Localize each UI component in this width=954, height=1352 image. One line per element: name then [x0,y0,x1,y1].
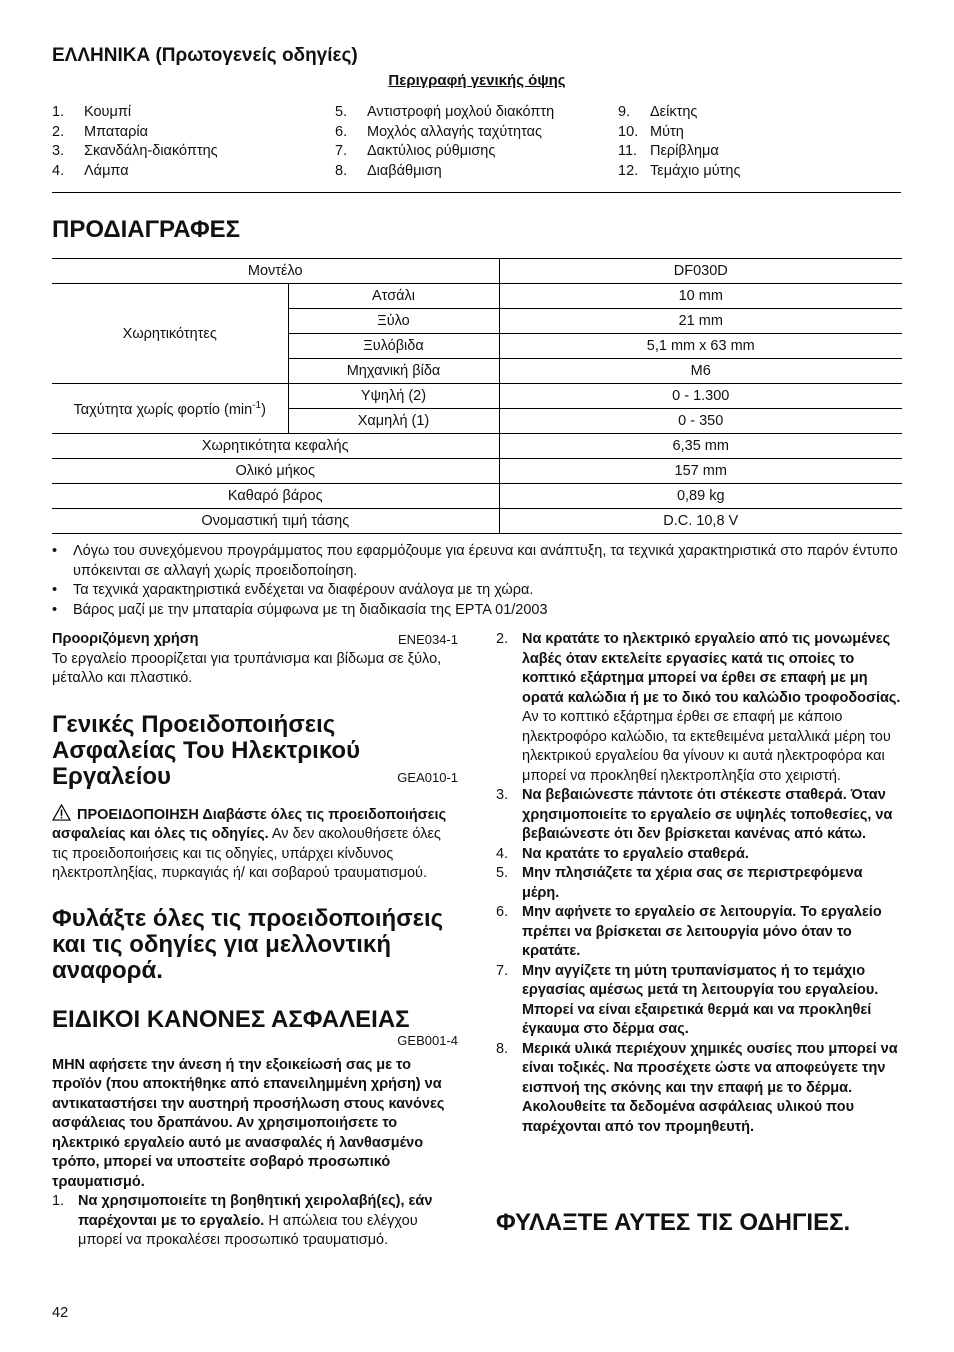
overview-item [335,103,554,123]
bullet-icon: • [52,601,58,618]
rule-item [496,864,902,903]
table-cell-value: 21 mm [499,309,902,334]
overview-item-number: 4. [52,162,65,179]
overview-item-label: Μύτη [650,123,684,140]
rule-number: 5. [496,865,509,881]
special-rules-intro: ΜΗΝ αφήσετε την άνεση ή την εξοικείωσή σας με το προϊόν (που αποκτήθηκε από επανειλημμένη χρήση) να αντικαταστήσει την αυστηρή προσήλωση στους κανόνες ασφάλειας του δραπάνου. Αν χρησιμοποιήσετε το ηλεκτρικό εργαλείο αυτό με ανασφαλές ή λανθασμένο τρόπο, μπορεί να υποστείτε σοβαρό προσωπικό τραυματισμό. [52,1056,445,1190]
overview-column-2 [335,103,554,181]
rule-number: 6. [496,904,509,920]
overview-item [618,142,740,162]
overview-item-number: 11. [618,143,638,159]
page-number: 42 [52,1305,69,1321]
overview-item [618,103,740,123]
specs-heading: ΠΡΟΔΙΑΓΡΑΦΕΣ [52,216,241,243]
warning-triangle-icon [52,804,71,821]
table-cell-value: 157 mm [499,459,902,484]
note-item [52,581,902,601]
section-code: ENE034-1 [398,632,458,647]
table-cell-label: Υψηλή (2) [288,384,499,409]
rule-text: Αν το κοπτικό εξάρτημα έρθει σε επαφή με κάποιο ηλεκτροφόρο καλώδιο, τα εκτεθειμένα μεταλλικά μέρη του ηλεκτρικού εργαλείου θα γίνουν κι αυτά ηλεκτροφόρα και μπορεί να προκληθεί ηλεκτροπληξία στο χειριστή. [522,709,891,784]
overview-item-label: Δείκτης [650,104,698,120]
rule-bold-text: Να βεβαιώνεστε πάντοτε ότι στέκεστε σταθερά. Όταν χρησιμοποιείτε το εργαλείο σε υψηλές τοποθεσίες, να βεβαιώνεστε ότι δεν βρίσκεται κανένας από κάτω. [522,787,893,842]
overview-item-number: 8. [335,162,348,179]
overview-item-number: 12. [618,162,639,179]
speed-label-superscript: -1 [252,399,262,411]
rule-item [496,1040,902,1138]
rule-number: 7. [496,962,509,979]
table-cell-value: 10 mm [499,284,902,309]
rule-bold-text: Μερικά υλικά περιέχουν χημικές ουσίες που μπορεί να είναι τοξικές. Να προσέχετε ώστε να αποφεύγετε την εισπνοή της σκόνης και την επαφή με το δέρμα. Ακολουθείτε τα δεδομένα ασφάλειας υλικού που παρέχονται από τον προμηθευτή. [522,1040,898,1135]
table-row [52,384,902,409]
table-cell-label: Μοντέλο [52,259,499,284]
overview-item [52,162,218,182]
rule-item [496,786,902,845]
note-item [52,601,902,621]
rule-number: 8. [496,1040,509,1057]
overview-item [618,162,740,182]
overview-item-label: Κουμπί [84,104,132,120]
table-cell-group-label [52,384,288,434]
overview-item-label: Τεμάχιο μύτης [650,162,741,179]
special-rules-heading: ΕΙΔΙΚΟΙ ΚΑΝΟΝΕΣ ΑΣΦΑΛΕΙΑΣ [52,1005,410,1033]
bullet-icon: • [52,543,58,559]
table-row [52,459,902,484]
rule-bold-text: Να κρατάτε το ηλεκτρικό εργαλείο από τις μονωμένες λαβές όταν εκτελείτε εργασίες κατά τις οποίες το κοπτικό εξάρτημα μπορεί να έρθει σε επαφή με μη ορατά καλώδια ή με το δικό του καλώδιο τροφοδοσίας. [522,631,901,706]
warning-paragraph [52,804,458,884]
table-cell-value: 0 - 1.300 [499,384,902,409]
overview-column-1 [52,103,218,181]
general-warnings-title [52,712,360,790]
overview-item-label: Διαβάθμιση [367,162,442,179]
overview-item-number: 1. [52,104,65,120]
speed-label: Ταχύτητα χωρίς φορτίο (min [73,401,253,418]
overview-item-label: Λάμπα [84,162,129,179]
rule-text: Η απώλεια του ελέγχου μπορεί να προκαλέσει προσωπικό τραυματισμό. [78,1212,418,1248]
overview-item [52,123,218,143]
language-heading: ΕΛΛΗΝΙΚΑ (Πρωτογενείς οδηγίες) [52,45,358,66]
intended-use-text: Το εργαλείο προορίζεται για τρυπάνισμα και βίδωμα σε ξύλο, μέταλλο και πλαστικό. [52,650,442,686]
right-column [496,630,902,1137]
overview-item-number: 3. [52,143,65,159]
table-cell-value: 6,35 mm [499,434,902,459]
table-cell-label: Χαμηλή (1) [288,409,499,434]
overview-item [618,123,740,143]
overview-item-label: Μπαταρία [84,123,149,140]
overview-item-number: 7. [335,143,348,159]
table-cell-value: 0,89 kg [499,484,902,509]
rule-item [52,1192,458,1251]
rule-bold-text: Μην αγγίζετε τη μύτη τρυπανίσματος ή το τεμάχιο εργασίας αμέσως μετά τη λειτουργία του εργαλείου. Μπορεί να είναι εξαιρετικά θερμά και να προκληθεί έγκαυμα στο δέρμα σας. [522,962,879,1037]
overview-item-number: 9. [618,104,631,120]
section-code: GEB001-4 [397,1032,458,1048]
title-line: Ασφαλείας Του Ηλεκτρικού [52,736,361,764]
table-cell-label: Χωρητικότητα κεφαλής [52,434,499,459]
table-row [52,484,902,509]
note-text: Λόγω του συνεχόμενου προγράμματος που εφαρμόζουμε για έρευνα και ανάπτυξη, τα τεχνικά χαρακτηριστικά στο παρόν έντυπο υπόκεινται σε αλλαγή χωρίς προειδοποίηση. [73,543,898,579]
overview-item-label: Αντιστροφή μοχλού διακόπτη [367,104,555,120]
overview-item-number: 2. [52,123,65,140]
table-cell-label: Ξυλόβιδα [288,334,499,359]
table-row [52,509,902,534]
table-cell-label: Μηχανική βίδα [288,359,499,384]
overview-column-3 [618,103,740,181]
overview-item-number: 10. [618,123,639,140]
table-cell-group-label: Χωρητικότητες [52,284,288,384]
table-row [52,434,902,459]
title-line: Γενικές Προειδοποιήσεις [52,710,336,738]
overview-title: Περιγραφή γενικής όψης [388,72,566,89]
table-cell-label: Ατσάλι [288,284,499,309]
rule-bold-text: Να κρατάτε το εργαλείο σταθερά. [522,845,749,862]
rule-item [496,903,902,962]
overview-item-number: 6. [335,123,348,140]
intended-use-title: Προοριζόμενη χρήση [52,631,199,647]
rule-number: 4. [496,845,509,862]
overview-item-label: Σκανδάλη-διακόπτης [84,143,218,159]
section-code: GEA010-1 [397,770,458,785]
table-cell-value: D.C. 10,8 V [499,509,902,534]
rule-number: 1. [52,1193,65,1209]
table-row [52,259,902,284]
rule-item [496,845,902,865]
table-cell-label: Ξύλο [288,309,499,334]
warning-text: Αν δεν ακολουθήσετε όλες τις προειδοποιήσεις και τις οδηγίες, υπάρχει κίνδυνος ηλεκτροπληξίας, πυρκαγιάς ή/ και σοβαρού τραυματισμού. [52,826,441,881]
note-text: Τα τεχνικά χαρακτηριστικά ενδέχεται να διαφέρουν ανάλογα με τη χώρα. [73,582,534,598]
rule-bold-text: Να χρησιμοποιείτε τη βοηθητική χειρολαβή(ες), εάν παρέχονται με το εργαλείο. [78,1193,433,1229]
spec-notes [52,542,902,620]
table-cell-value: 5,1 mm x 63 mm [499,334,902,359]
table-cell-value: 0 - 350 [499,409,902,434]
keep-instructions-heading: Φυλάξτε όλες τις προειδοποιήσεις και τις οδηγίες για μελλοντική αναφορά. [52,904,444,984]
bullet-icon: • [52,582,58,598]
table-cell-value: DF030D [499,259,902,284]
speed-label-end: ) [261,401,266,418]
rule-bold-text: Μην πλησιάζετε τα χέρια σας σε περιστρεφόμενα μέρη. [522,865,863,901]
overview-item-label: Περίβλημα [650,143,719,159]
table-cell-label: Ονομαστική τιμή τάσης [52,509,499,534]
overview-item-label: Μοχλός αλλαγής ταχύτητας [367,123,542,140]
left-column [52,630,458,1251]
overview-item [335,142,554,162]
final-heading: ΦΥΛΑΞΤΕ ΑΥΤΕΣ ΤΙΣ ΟΔΗΓΙΕΣ. [496,1209,851,1236]
divider [52,192,901,193]
overview-item-number: 5. [335,104,348,120]
rule-number: 3. [496,787,509,803]
table-cell-label: Ολικό μήκος [52,459,499,484]
overview-item [52,142,218,162]
table-cell-label: Καθαρό βάρος [52,484,499,509]
intended-use-header [52,630,458,650]
overview-item-label: Δακτύλιος ρύθμισης [367,143,496,159]
general-warnings-header [52,712,458,790]
rule-item [496,962,902,1040]
table-row [52,284,902,309]
overview-item [52,103,218,123]
overview-item [335,162,554,182]
note-item [52,542,902,581]
overview-item [335,123,554,143]
rule-bold-text: Μην αφήνετε το εργαλείο σε λειτουργία. Το εργαλείο πρέπει να βρίσκεται σε λειτουργία μόνο όταν το κρατάτε. [522,904,882,959]
rule-number: 2. [496,631,509,647]
rule-item [496,630,902,786]
title-line: Εργαλείου [52,762,171,790]
table-cell-value: M6 [499,359,902,384]
specifications-table [52,258,902,534]
note-text: Βάρος μαζί με την μπαταρία σύμφωνα με τη διαδικασία της EPTA 01/2003 [73,601,548,618]
warning-bold-text: ΠΡΟΕΙΔΟΠΟΙΗΣΗ Διαβάστε όλες τις προειδοποιήσεις ασφαλείας και όλες τις οδηγίες. [52,806,447,842]
